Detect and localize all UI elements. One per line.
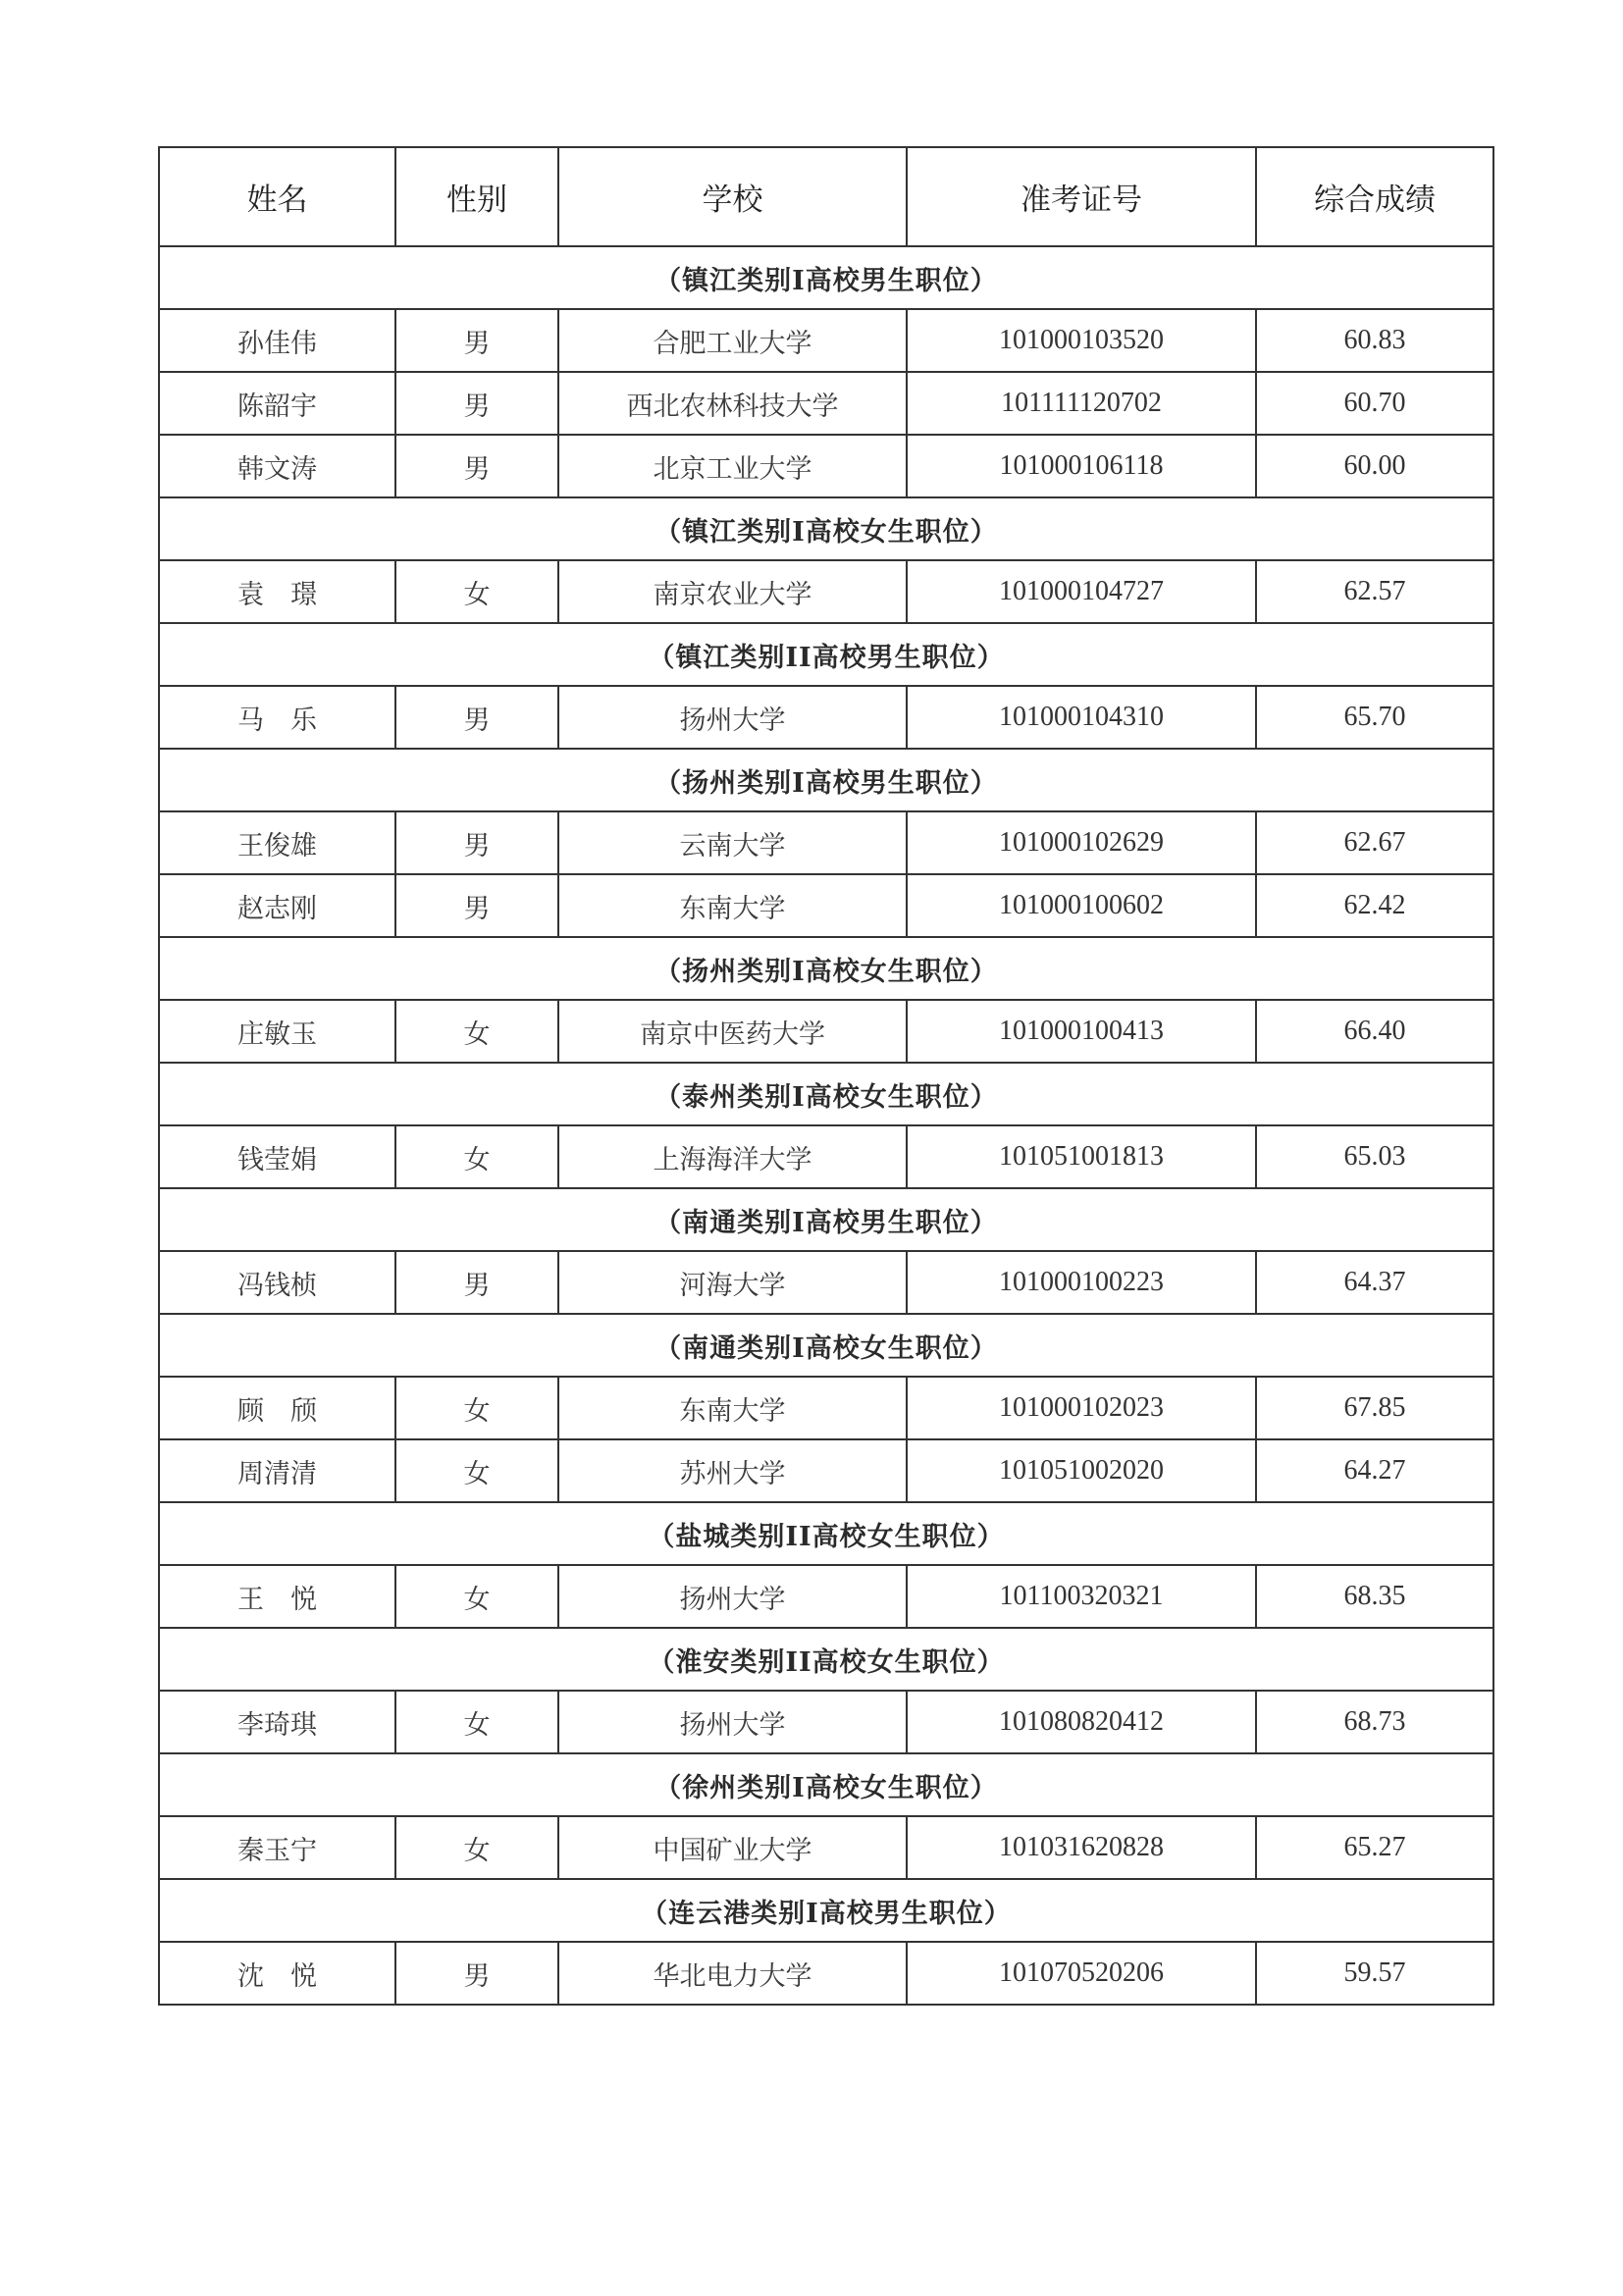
table-row: [159, 686, 1493, 749]
gender-cell: 男: [395, 1251, 558, 1314]
header-school: 学校: [558, 147, 907, 246]
table-row: [159, 560, 1493, 623]
gender-cell: 男: [395, 686, 558, 749]
score-cell: 65.70: [1256, 686, 1493, 749]
score-cell: 65.27: [1256, 1816, 1493, 1879]
score-cell: 59.57: [1256, 1942, 1493, 2005]
gender-cell: 女: [395, 1000, 558, 1063]
table-row: [159, 1816, 1493, 1879]
name-cell: 赵志刚: [159, 874, 395, 937]
table-row: [159, 309, 1493, 372]
name-cell: 马 乐: [159, 686, 395, 749]
score-cell: 60.83: [1256, 309, 1493, 372]
section-title: （连云港类别I高校男生职位）: [159, 1879, 1493, 1942]
exam-id-cell: 101051001813: [907, 1125, 1256, 1188]
exam-id-cell: 101000103520: [907, 309, 1256, 372]
exam-id-cell: 101000100413: [907, 1000, 1256, 1063]
table-row: [159, 372, 1493, 435]
name-cell: 韩文涛: [159, 435, 395, 497]
section-row: [159, 1628, 1493, 1691]
school-cell: 上海海洋大学: [558, 1125, 907, 1188]
section-row: [159, 1879, 1493, 1942]
score-cell: 67.85: [1256, 1377, 1493, 1439]
score-cell: 62.67: [1256, 811, 1493, 874]
score-cell: 64.37: [1256, 1251, 1493, 1314]
section-title: （镇江类别I高校女生职位）: [159, 497, 1493, 560]
school-cell: 东南大学: [558, 1377, 907, 1439]
name-cell: 袁 璟: [159, 560, 395, 623]
exam-id-cell: 101000102629: [907, 811, 1256, 874]
exam-id-cell: 101000104727: [907, 560, 1256, 623]
section-row: [159, 1753, 1493, 1816]
school-cell: 河海大学: [558, 1251, 907, 1314]
section-row: [159, 623, 1493, 686]
results-table: [158, 146, 1494, 2006]
gender-cell: 男: [395, 811, 558, 874]
exam-id-cell: 101051002020: [907, 1439, 1256, 1502]
exam-id-cell: 101080820412: [907, 1691, 1256, 1753]
section-row: [159, 749, 1493, 811]
score-cell: 68.35: [1256, 1565, 1493, 1628]
section-row: [159, 246, 1493, 309]
section-row: [159, 1502, 1493, 1565]
score-cell: 60.00: [1256, 435, 1493, 497]
section-title: （镇江类别I高校男生职位）: [159, 246, 1493, 309]
table-row: [159, 1942, 1493, 2005]
name-cell: 冯钱桢: [159, 1251, 395, 1314]
school-cell: 扬州大学: [558, 686, 907, 749]
gender-cell: 男: [395, 309, 558, 372]
section-title: （镇江类别II高校男生职位）: [159, 623, 1493, 686]
gender-cell: 女: [395, 1816, 558, 1879]
table-row: [159, 1000, 1493, 1063]
gender-cell: 男: [395, 372, 558, 435]
name-cell: 庄敏玉: [159, 1000, 395, 1063]
school-cell: 扬州大学: [558, 1565, 907, 1628]
section-row: [159, 937, 1493, 1000]
score-cell: 62.42: [1256, 874, 1493, 937]
section-row: [159, 497, 1493, 560]
exam-id-cell: 101070520206: [907, 1942, 1256, 2005]
score-cell: 64.27: [1256, 1439, 1493, 1502]
section-title: （徐州类别I高校女生职位）: [159, 1753, 1493, 1816]
table-row: [159, 874, 1493, 937]
results-table-container: [158, 146, 1492, 2006]
name-cell: 孙佳伟: [159, 309, 395, 372]
section-title: （扬州类别I高校女生职位）: [159, 937, 1493, 1000]
name-cell: 钱莹娟: [159, 1125, 395, 1188]
table-body: [159, 246, 1493, 2005]
name-cell: 王 悦: [159, 1565, 395, 1628]
exam-id-cell: 101000100602: [907, 874, 1256, 937]
school-cell: 合肥工业大学: [558, 309, 907, 372]
table-row: [159, 435, 1493, 497]
header-score: 综合成绩: [1256, 147, 1493, 246]
table-row: [159, 1439, 1493, 1502]
name-cell: 沈 悦: [159, 1942, 395, 2005]
gender-cell: 女: [395, 1377, 558, 1439]
section-title: （扬州类别I高校男生职位）: [159, 749, 1493, 811]
gender-cell: 女: [395, 1439, 558, 1502]
exam-id-cell: 101100320321: [907, 1565, 1256, 1628]
gender-cell: 男: [395, 874, 558, 937]
section-row: [159, 1063, 1493, 1125]
header-exam-id: 准考证号: [907, 147, 1256, 246]
exam-id-cell: 101000102023: [907, 1377, 1256, 1439]
name-cell: 周清清: [159, 1439, 395, 1502]
section-title: （淮安类别II高校女生职位）: [159, 1628, 1493, 1691]
gender-cell: 女: [395, 1565, 558, 1628]
section-title: （泰州类别I高校女生职位）: [159, 1063, 1493, 1125]
table-row: [159, 1377, 1493, 1439]
school-cell: 华北电力大学: [558, 1942, 907, 2005]
table-row: [159, 1691, 1493, 1753]
exam-id-cell: 101000104310: [907, 686, 1256, 749]
school-cell: 西北农林科技大学: [558, 372, 907, 435]
table-row: [159, 811, 1493, 874]
gender-cell: 男: [395, 1942, 558, 2005]
school-cell: 中国矿业大学: [558, 1816, 907, 1879]
school-cell: 苏州大学: [558, 1439, 907, 1502]
school-cell: 南京中医药大学: [558, 1000, 907, 1063]
score-cell: 65.03: [1256, 1125, 1493, 1188]
school-cell: 扬州大学: [558, 1691, 907, 1753]
table-row: [159, 1251, 1493, 1314]
exam-id-cell: 101031620828: [907, 1816, 1256, 1879]
section-row: [159, 1188, 1493, 1251]
section-title: （南通类别I高校男生职位）: [159, 1188, 1493, 1251]
score-cell: 62.57: [1256, 560, 1493, 623]
table-row: [159, 1125, 1493, 1188]
name-cell: 顾 颀: [159, 1377, 395, 1439]
school-cell: 南京农业大学: [558, 560, 907, 623]
header-row: [159, 147, 1493, 246]
header-name: 姓名: [159, 147, 395, 246]
score-cell: 66.40: [1256, 1000, 1493, 1063]
gender-cell: 女: [395, 1125, 558, 1188]
score-cell: 60.70: [1256, 372, 1493, 435]
section-title: （南通类别I高校女生职位）: [159, 1314, 1493, 1377]
section-row: [159, 1314, 1493, 1377]
exam-id-cell: 101000100223: [907, 1251, 1256, 1314]
name-cell: 李琦琪: [159, 1691, 395, 1753]
score-cell: 68.73: [1256, 1691, 1493, 1753]
gender-cell: 男: [395, 435, 558, 497]
school-cell: 东南大学: [558, 874, 907, 937]
gender-cell: 女: [395, 560, 558, 623]
name-cell: 王俊雄: [159, 811, 395, 874]
table-header: [159, 147, 1493, 246]
gender-cell: 女: [395, 1691, 558, 1753]
section-title: （盐城类别II高校女生职位）: [159, 1502, 1493, 1565]
exam-id-cell: 101111120702: [907, 372, 1256, 435]
exam-id-cell: 101000106118: [907, 435, 1256, 497]
header-gender: 性别: [395, 147, 558, 246]
table-row: [159, 1565, 1493, 1628]
name-cell: 秦玉宁: [159, 1816, 395, 1879]
school-cell: 云南大学: [558, 811, 907, 874]
name-cell: 陈韶宇: [159, 372, 395, 435]
school-cell: 北京工业大学: [558, 435, 907, 497]
